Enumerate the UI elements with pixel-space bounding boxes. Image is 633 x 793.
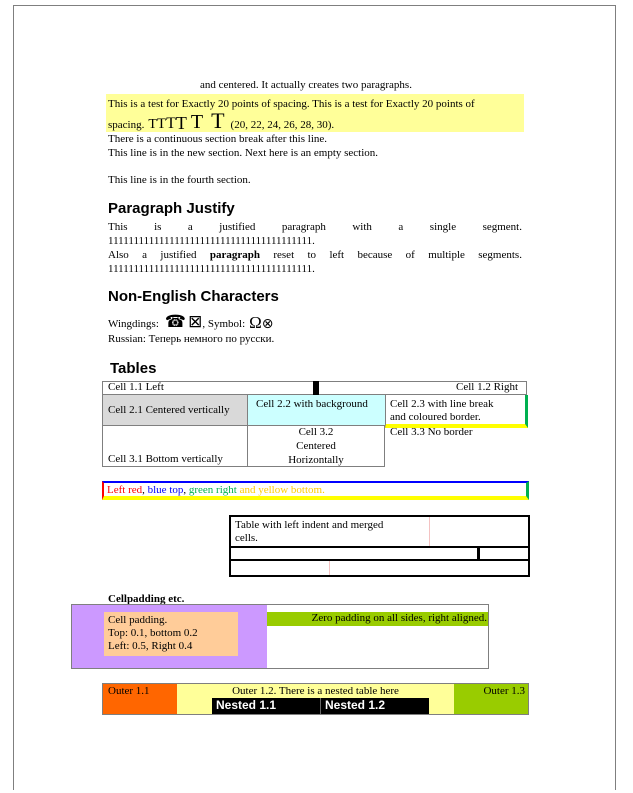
word: left bbox=[329, 249, 345, 261]
cellpadding-line2: Top: 0.1, bottom 0.2 bbox=[108, 627, 198, 639]
word: a bbox=[187, 221, 193, 233]
zero-padding-cell: Zero padding on all sides, right aligned. bbox=[267, 612, 488, 626]
outer-1-1: Outer 1.1 bbox=[108, 685, 150, 697]
blue-top-text: blue top bbox=[147, 484, 184, 496]
word: justified bbox=[160, 249, 197, 261]
word: This bbox=[108, 221, 128, 233]
sep: , bbox=[183, 484, 189, 496]
omega-icon: Ω bbox=[249, 313, 262, 332]
word: of bbox=[405, 249, 415, 261]
indent-cell-line1: Table with left indent and merged bbox=[235, 519, 384, 531]
cell-1-1: Cell 1.1 Left bbox=[108, 381, 164, 393]
exact-spacing-line2 bbox=[108, 108, 334, 132]
left-red-text: Left red bbox=[107, 484, 143, 496]
indent-col-divider-top bbox=[429, 517, 430, 546]
word: Also bbox=[108, 249, 129, 261]
big-t-1: T bbox=[148, 117, 157, 132]
indent-cell-line2: cells. bbox=[235, 532, 258, 544]
cellpadding-line1: Cell padding. bbox=[108, 614, 168, 626]
box-x-icon: ⊠ bbox=[188, 312, 203, 332]
heading-non-english: Non-English Characters bbox=[108, 288, 279, 305]
yellow-bottom-text: and yellow bottom bbox=[239, 484, 323, 496]
cell-2-1: Cell 2.1 Centered vertically bbox=[108, 404, 230, 416]
colored-border-text bbox=[107, 484, 325, 497]
word: to bbox=[307, 249, 317, 261]
cell-3-2-line1: Cell 3.2 bbox=[298, 426, 334, 438]
exact-spacing-line1: This is a test for Exactly 20 points of spacing. This is a test for Exactly 20 points of bbox=[108, 98, 475, 110]
russian-line: Russian: Теперь немного по русски. bbox=[108, 333, 275, 345]
outer-1-2: Outer 1.2. There is a nested table here bbox=[232, 685, 399, 697]
word: single bbox=[429, 221, 457, 233]
new-section-line: This line is in the new section. Next here is an empty section. bbox=[108, 147, 379, 159]
otimes-icon: ⊗ bbox=[261, 316, 274, 332]
wingdings-line bbox=[108, 313, 274, 331]
word: segments. bbox=[478, 249, 522, 261]
wingdings-label: Wingdings: bbox=[108, 318, 159, 330]
fourth-section-line: This line is in the fourth section. bbox=[108, 174, 251, 186]
cell-2-3-line2: and coloured border. bbox=[390, 411, 481, 423]
word: paragraph bbox=[281, 221, 326, 233]
exact-spacing-suffix: (20, 22, 24, 26, 28, 30). bbox=[230, 119, 335, 131]
nested-1-1: Nested 1.1 bbox=[216, 698, 277, 712]
cellpadding-line3: Left: 0.5, Right 0.4 bbox=[108, 640, 193, 652]
big-t-2: T bbox=[156, 116, 167, 132]
cell-3-1: Cell 3.1 Bottom vertically bbox=[108, 453, 223, 465]
cell-3-2-line3: Horizontally bbox=[288, 454, 344, 466]
justified-line-3 bbox=[108, 249, 522, 262]
big-t-6: T bbox=[211, 108, 225, 133]
word: is bbox=[154, 221, 162, 233]
word: a bbox=[398, 221, 404, 233]
word: reset bbox=[273, 249, 295, 261]
indent-col-divider-bottom bbox=[329, 561, 330, 575]
word: multiple bbox=[428, 249, 465, 261]
phone-icon: ☎ bbox=[164, 312, 187, 332]
centered-line: and centered. It actually creates two paragraphs. bbox=[200, 79, 412, 91]
cell-2-2: Cell 2.2 with background bbox=[256, 398, 368, 410]
big-t-4: T bbox=[175, 113, 187, 133]
cell-1-2: Cell 1.2 Right bbox=[456, 381, 519, 393]
cellpadding-heading: Cellpadding etc. bbox=[108, 593, 185, 605]
cell-3-3: Cell 3.3 No border bbox=[390, 426, 473, 438]
word: justified bbox=[219, 221, 256, 233]
word: segment. bbox=[482, 221, 522, 233]
word: because bbox=[357, 249, 393, 261]
exact-spacing-prefix: spacing. bbox=[108, 119, 145, 131]
word: with bbox=[352, 221, 372, 233]
word-bold: paragraph bbox=[209, 249, 260, 261]
cell-2-3-line1: Cell 2.3 with line break bbox=[390, 398, 494, 410]
word: a bbox=[142, 249, 148, 261]
big-t-5: T bbox=[190, 111, 204, 133]
justified-digits-2: 1111111111111111111111111111111111111111. bbox=[108, 263, 315, 275]
justified-digits-1: 1111111111111111111111111111111111111111. bbox=[108, 235, 315, 247]
indent-marker bbox=[477, 547, 480, 559]
symbol-label: , Symbol: bbox=[202, 318, 246, 330]
cell-border-marker bbox=[313, 381, 319, 395]
indent-row-divider-2 bbox=[229, 559, 530, 561]
justified-line-1 bbox=[108, 221, 522, 234]
nested-1-2: Nested 1.2 bbox=[325, 698, 386, 712]
section-break-line: There is a continuous section break after this line. bbox=[108, 133, 328, 145]
cell-3-2-line2: Centered bbox=[296, 440, 336, 452]
indent-row-divider-1 bbox=[229, 546, 530, 548]
big-t-3: T bbox=[166, 115, 176, 132]
period: . bbox=[322, 484, 325, 496]
heading-paragraph-justify: Paragraph Justify bbox=[108, 200, 235, 217]
heading-tables: Tables bbox=[110, 360, 157, 377]
nested-inner-divider bbox=[320, 698, 321, 714]
sep: , bbox=[142, 484, 148, 496]
outer-1-3: Outer 1.3 bbox=[483, 685, 525, 697]
green-right-text: green right bbox=[188, 484, 237, 496]
